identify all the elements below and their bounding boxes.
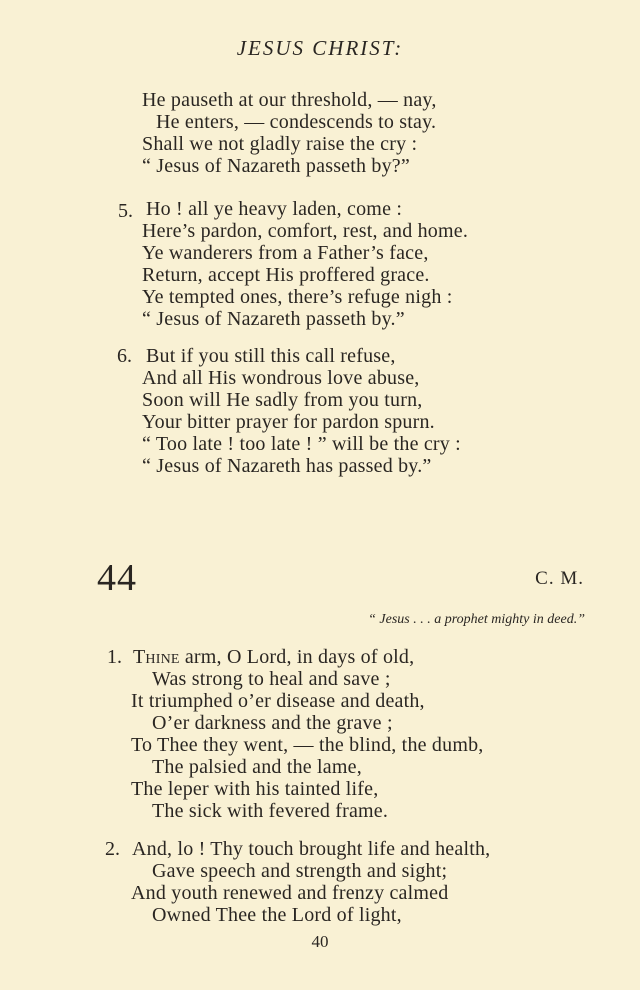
verse-line: “ Too late ! too late ! ” will be the cry : bbox=[142, 433, 461, 455]
verse-line: “ Jesus of Nazareth passeth by?” bbox=[142, 155, 410, 177]
verse-line: He enters, — condescends to stay. bbox=[156, 111, 437, 133]
verse-line: Ye tempted ones, there’s refuge nigh : bbox=[142, 286, 453, 308]
hymn-epigraph: “ Jesus . . . a prophet mighty in deed.” bbox=[368, 612, 585, 627]
verse-line: “ Jesus of Nazareth has passed by.” bbox=[142, 455, 432, 477]
first-line-rest: arm, O Lord, in days of old, bbox=[179, 646, 415, 668]
verse-line: To Thee they went, — the blind, the dumb, bbox=[131, 734, 484, 756]
stanza-number: 1. bbox=[107, 646, 122, 668]
stanza-number: 5. bbox=[118, 200, 133, 222]
verse-line: Owned Thee the Lord of light, bbox=[152, 904, 402, 926]
verse-line-first bbox=[133, 646, 414, 668]
verse-line: The sick with fevered frame. bbox=[152, 800, 389, 822]
hymn-number: 44 bbox=[97, 557, 137, 599]
verse-line: It triumphed o’er disease and death, bbox=[131, 690, 425, 712]
stanza-number: 2. bbox=[105, 838, 120, 860]
page-number: 40 bbox=[311, 932, 329, 951]
verse-line: Gave speech and strength and sight; bbox=[152, 860, 448, 882]
verse-line: Shall we not gladly raise the cry : bbox=[142, 133, 418, 155]
verse-line: He pauseth at our threshold, — nay, bbox=[142, 89, 437, 111]
verse-line: Was strong to heal and save ; bbox=[152, 668, 391, 690]
verse-line: And, lo ! Thy touch brought life and health, bbox=[132, 838, 491, 860]
verse-line: The palsied and the lame, bbox=[152, 756, 362, 778]
verse-line: Soon will He sadly from you turn, bbox=[142, 389, 423, 411]
verse-line: Your bitter prayer for pardon spurn. bbox=[142, 411, 435, 433]
first-word: Thine bbox=[133, 646, 180, 668]
verse-line: But if you still this call refuse, bbox=[146, 345, 396, 367]
running-head: JESUS CHRIST: bbox=[236, 36, 404, 60]
verse-line: Ho ! all ye heavy laden, come : bbox=[146, 198, 403, 220]
verse-line: And youth renewed and frenzy calmed bbox=[131, 882, 449, 904]
verse-line: O’er darkness and the grave ; bbox=[152, 712, 393, 734]
hymn-meter: C. M. bbox=[535, 568, 584, 589]
verse-line: Here’s pardon, comfort, rest, and home. bbox=[142, 220, 469, 242]
verse-line: And all His wondrous love abuse, bbox=[142, 367, 420, 389]
verse-line: Ye wanderers from a Father’s face, bbox=[142, 242, 429, 264]
verse-line: “ Jesus of Nazareth passeth by.” bbox=[142, 308, 405, 330]
verse-line: The leper with his tainted life, bbox=[131, 778, 379, 800]
verse-line: Return, accept His proffered grace. bbox=[142, 264, 430, 286]
stanza-number: 6. bbox=[117, 345, 132, 367]
